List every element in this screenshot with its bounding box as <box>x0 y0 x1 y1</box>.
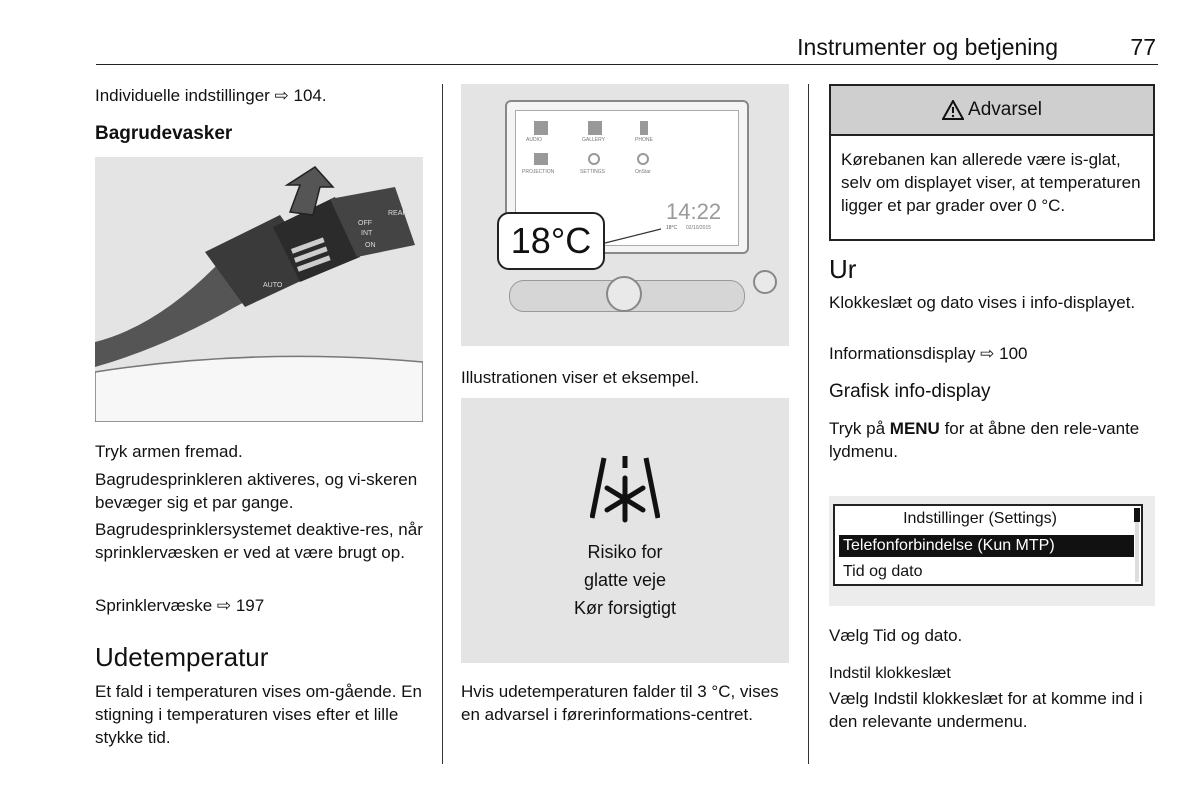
temperature-callout: 18°C <box>497 212 605 270</box>
app-label-phone: PHONE <box>635 137 653 143</box>
paragraph-clock-date: Klokkeslæt og dato vises i info-displayet. <box>829 293 1136 312</box>
paragraph-push-lever: Tryk armen fremad. <box>95 442 243 461</box>
caption-example: Illustrationen viser et eksempel. <box>461 368 700 387</box>
paragraph-temperature-display: Et fald i temperaturen vises om-gående. En stigning i temperaturen vises efter et lille stykke tid. <box>95 682 422 747</box>
ice-warning-line-2: glatte veje <box>583 570 667 590</box>
ice-warning-line-3: Kør forsigtigt <box>573 598 677 618</box>
lever-label-off: OFF <box>358 220 372 227</box>
wiper-lever-illustration <box>95 157 423 422</box>
road-ice-warning-icon <box>590 454 660 524</box>
paragraph-set-time <box>829 687 1159 733</box>
column-divider-right <box>808 84 809 764</box>
settings-menu-frame <box>833 504 1143 586</box>
column-divider-left <box>442 84 443 764</box>
paragraph-info-display-ref: Informationsdisplay ⇨ 100 <box>829 344 1028 363</box>
ice-warning-text <box>461 538 789 622</box>
select-time-date-post: . <box>957 626 963 645</box>
set-time-post: for at komme ind i den relevante undermenu. <box>829 689 1143 731</box>
menu-item-selected[interactable]: Telefonforbindelse (Kun MTP) <box>839 535 1134 557</box>
paragraph-sprinkler-fluid-ref: Sprinklervæske ⇨ 197 <box>95 596 265 615</box>
lever-label-auto: AUTO <box>263 282 283 289</box>
power-knob-icon <box>606 276 642 312</box>
paragraph-sprinkler-deactivated: Bagrudesprinklersystemet deaktive-res, når sprinklervæsken er ved at være brugt op. <box>95 520 423 562</box>
heading-bagrudevasker: Bagrudevasker <box>95 123 233 144</box>
wiper-lever-drawing <box>95 157 423 422</box>
set-time-pre: Vælg <box>829 689 874 708</box>
heading-udetemperatur: Udetemperatur <box>95 642 269 672</box>
warning-box <box>829 84 1155 241</box>
app-label-gallery: GALLERY <box>582 137 605 143</box>
ice-warning-line-1: Risiko for <box>587 542 663 562</box>
paragraph-menu-instruction <box>829 417 1155 463</box>
warning-text: Kørebanen kan allerede være is-glat, selv om displayet viser, at temperaturen ligger et par grader over 0 °C. <box>841 150 1141 215</box>
ice-warning-display <box>461 398 789 663</box>
intro-text: Individuelle indstillinger ⇨ 104. <box>95 86 327 105</box>
header-rule <box>96 64 1158 65</box>
settings-menu-title: Indstillinger (Settings) <box>903 510 1057 527</box>
app-label-settings: SETTINGS <box>580 169 606 175</box>
set-time-bold: Indstil klokkeslæt <box>873 689 1003 708</box>
app-label-audio: AUDIO <box>526 137 542 143</box>
heading-grafisk-info-display: Grafisk info-display <box>829 381 991 402</box>
menu-instruction-post: for at åbne den rele-vante lydmenu. <box>829 419 1140 461</box>
lever-label-int: INT <box>361 230 373 237</box>
select-time-date-pre: Vælg <box>829 626 874 645</box>
menu-instruction-pre: Tryk på <box>829 419 890 438</box>
app-label-projection: PROJECTION <box>522 169 555 175</box>
warning-title: Advarsel <box>968 99 1042 120</box>
warning-triangle-icon <box>942 100 964 120</box>
menu-scrollbar-thumb <box>1134 508 1140 522</box>
screen-small-temp: 18°C <box>666 225 678 231</box>
paragraph-3-degree-warning: Hvis udetemperaturen falder til 3 °C, vises en advarsel i førerinformations-centret. <box>461 682 779 724</box>
infotainment-illustration <box>461 84 789 346</box>
heading-indstil-klokkeslaet: Indstil klokkeslæt <box>829 665 951 682</box>
paragraph-sprinkler-activated: Bagrudesprinkleren aktiveres, og vi-skeren bevæger sig et par gange. <box>95 470 418 512</box>
running-header-title: Instrumenter og betjening <box>797 34 1058 60</box>
lever-label-on: ON <box>365 242 376 249</box>
app-label-onstar: OnStar <box>635 169 651 175</box>
select-time-date-bold: Tid og dato <box>873 626 958 645</box>
hazard-button-icon <box>753 270 777 294</box>
paragraph-select-time-date <box>829 624 962 647</box>
page-number: 77 <box>1130 34 1156 60</box>
menu-key-label: MENU <box>889 419 940 438</box>
screen-clock: 14:22 <box>666 199 722 224</box>
screen-date: 02/10/2015 <box>686 225 712 231</box>
settings-menu-display <box>829 496 1155 606</box>
lever-label-rear: REAR <box>388 210 408 217</box>
warning-header <box>831 86 1153 136</box>
menu-item-tid-og-dato[interactable]: Tid og dato <box>843 563 923 580</box>
heading-ur: Ur <box>829 254 857 284</box>
